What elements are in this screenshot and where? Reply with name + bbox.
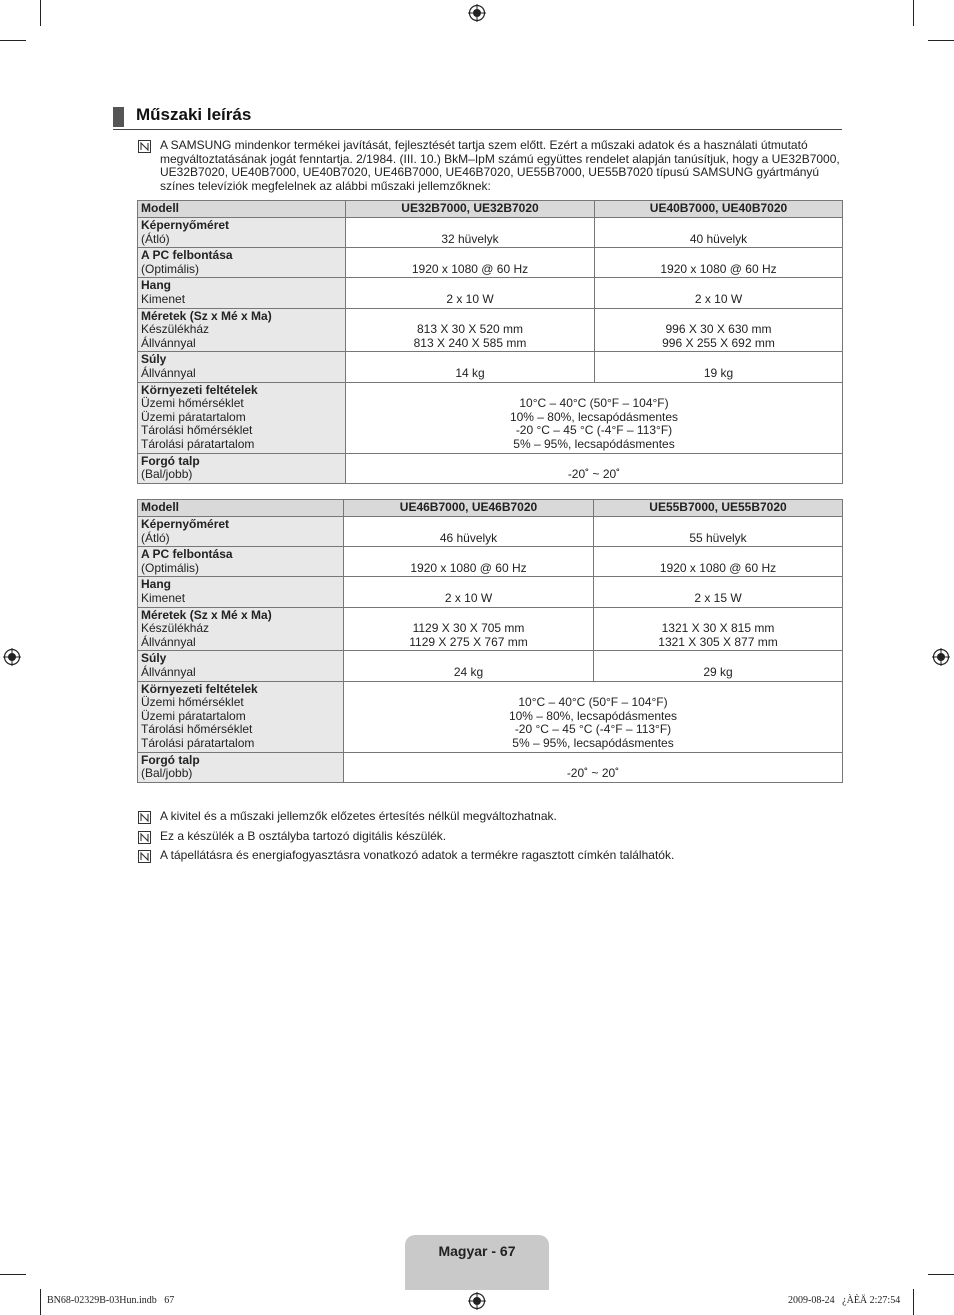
column-header: Modell <box>138 201 346 218</box>
table-row <box>138 681 843 752</box>
intro-text: A SAMSUNG mindenkor termékei javítását, fejlesztését tartja szem előtt. Ezért a műszaki adatok és a használati útmutató megváltoztatásának jogát fenntartja. 2/1984. (III. 10.) BkM–IpM számú együttes rendelet alapján tanúsítjuk, hogy a UE32B7000, UE32B7020, UE40B7000, UE40B7020, UE46B7000, UE46B7020, UE55B7000, UE55B7020 típusú SAMSUNG gyártmányú színes televíziók megfelelnek az alábbi műszaki jellemzőknek: <box>160 138 840 193</box>
table-row <box>138 607 843 651</box>
value-cell <box>344 577 594 607</box>
row-sublabel: (Átló) <box>141 231 170 246</box>
row-sublabel: Állvánnyal <box>141 634 196 649</box>
row-label-cell <box>138 607 344 651</box>
table-row <box>138 382 843 453</box>
cell-value: 1129 X 30 X 705 mm <box>412 621 525 636</box>
row-label-cell <box>138 752 344 782</box>
row-label: Méretek (Sz x Mé x Ma) <box>141 308 272 323</box>
row-label: Képernyőméret <box>141 218 230 232</box>
cell-value: 2 x 10 W <box>446 291 494 306</box>
value-cell <box>594 577 843 607</box>
row-sublabel: (Optimális) <box>141 261 200 276</box>
cell-value: 5% – 95%, lecsapódásmentes <box>513 436 675 451</box>
cell-value: 1920 x 1080 @ 60 Hz <box>660 261 777 276</box>
cell-value: 19 kg <box>703 365 734 380</box>
cell-value: 10°C – 40°C (50°F – 104°F) <box>518 695 668 710</box>
page-number: Magyar - 67 <box>438 1243 516 1259</box>
table-row <box>138 308 843 352</box>
table-row <box>138 752 843 782</box>
row-label-cell <box>138 577 344 607</box>
value-cell <box>344 651 594 681</box>
cell-value: 1920 x 1080 @ 60 Hz <box>659 560 777 575</box>
value-cell <box>346 453 843 483</box>
cell-value: 14 kg <box>455 365 485 380</box>
value-cell <box>595 248 843 278</box>
column-header: UE55B7000, UE55B7020 <box>594 500 843 517</box>
note-text: A tápellátásra és energiafogyasztásra vonatkozó adatok a termékre ragasztott címkén találhatók. <box>160 848 675 862</box>
cell-value: 2 x 10 W <box>694 291 743 306</box>
registration-mark-icon <box>3 648 21 666</box>
row-sublabel: (Bal/jobb) <box>141 467 193 482</box>
row-label-cell <box>138 248 346 278</box>
value-cell <box>344 517 594 547</box>
cell-value: 2 x 10 W <box>444 590 493 605</box>
table-row <box>138 453 843 483</box>
cell-value: 55 hüvelyk <box>689 530 747 545</box>
row-label-cell <box>138 681 344 752</box>
row-label: Forgó talp <box>141 752 200 767</box>
row-sublabel: Üzemi páratartalom <box>141 708 246 723</box>
row-label: Méretek (Sz x Mé x Ma) <box>141 607 272 622</box>
row-sublabel: (Átló) <box>141 530 170 545</box>
cell-value: 1920 x 1080 @ 60 Hz <box>411 261 529 276</box>
cell-value: 1129 X 275 X 767 mm <box>409 634 528 649</box>
table-row <box>138 651 843 681</box>
registration-mark-icon <box>932 648 950 666</box>
row-label: Forgó talp <box>141 453 200 468</box>
cell-value: 2 x 15 W <box>694 590 742 605</box>
value-cell <box>346 308 595 352</box>
value-cell <box>346 218 595 248</box>
cell-value: 10% – 80%, lecsapódásmentes <box>509 409 679 424</box>
row-sublabel: Kimenet <box>141 590 186 605</box>
cell-value: 40 hüvelyk <box>689 231 748 246</box>
note-item <box>138 849 843 865</box>
row-label: A PC felbontása <box>141 547 233 562</box>
note-icon <box>138 140 151 153</box>
value-cell <box>594 517 843 547</box>
note-item <box>138 830 843 846</box>
row-sublabel: Tárolási páratartalom <box>141 735 255 750</box>
row-sublabel: (Optimális) <box>141 560 200 575</box>
print-info-date: 2009-08-24 ¿ÀÈÄ 2:27:54 <box>788 1295 901 1306</box>
table-row <box>138 517 843 547</box>
intro-note <box>138 139 843 195</box>
row-label: Hang <box>141 278 171 293</box>
row-label-cell <box>138 278 346 308</box>
note-icon <box>138 850 151 863</box>
crop-mark <box>0 40 26 41</box>
value-cell <box>346 278 595 308</box>
row-label: Hang <box>141 577 171 592</box>
table-header-row <box>138 201 843 218</box>
row-sublabel: Állvánnyal <box>141 335 196 350</box>
spec-table-body <box>138 201 843 484</box>
row-label-cell <box>138 218 346 248</box>
section-header <box>113 105 842 130</box>
cell-value: -20 °C – 45 °C (-4°F – 113°F) <box>515 423 673 438</box>
cell-value: -20 °C – 45 °C (-4°F – 113°F) <box>514 722 672 737</box>
row-sublabel: Tárolási páratartalom <box>141 436 255 451</box>
title-bar <box>113 107 124 127</box>
value-cell <box>344 547 594 577</box>
spec-table-2 <box>137 499 843 783</box>
value-cell <box>346 352 595 382</box>
table-row <box>138 278 843 308</box>
table-row <box>138 218 843 248</box>
value-cell <box>344 681 843 752</box>
row-label-cell <box>138 352 346 382</box>
spec-table-body <box>138 500 843 783</box>
row-sublabel: Kimenet <box>141 291 186 306</box>
value-cell <box>344 607 594 651</box>
cell-value: 813 X 30 X 520 mm <box>416 322 524 337</box>
value-cell <box>595 352 843 382</box>
crop-mark <box>913 0 914 26</box>
note-text: Ez a készülék a B osztályba tartozó digitális készülék. <box>160 829 447 843</box>
row-label: A PC felbontása <box>141 248 233 263</box>
table-row <box>138 577 843 607</box>
crop-mark <box>40 1289 41 1315</box>
cell-value: 10°C – 40°C (50°F – 104°F) <box>519 396 669 411</box>
cell-value: 813 X 240 X 585 mm <box>413 335 527 350</box>
row-label: Képernyőméret <box>141 517 230 531</box>
column-header: UE32B7000, UE32B7020 <box>346 201 595 218</box>
note-icon <box>138 831 151 844</box>
row-label-cell <box>138 382 346 453</box>
cell-value: 24 kg <box>453 664 484 679</box>
value-cell <box>594 607 843 651</box>
cell-value: 1321 X 305 X 877 mm <box>658 634 778 649</box>
row-sublabel: Tárolási hőmérséklet <box>141 722 253 737</box>
column-header: UE46B7000, UE46B7020 <box>344 500 594 517</box>
row-sublabel: Állvánnyal <box>141 365 196 380</box>
page-title: Műszaki leírás <box>136 105 252 124</box>
value-cell <box>595 218 843 248</box>
spec-table-1 <box>137 200 843 484</box>
cell-value: 32 hüvelyk <box>441 231 499 246</box>
row-label-cell <box>138 547 344 577</box>
cell-value: 10% – 80%, lecsapódásmentes <box>508 708 678 723</box>
value-cell <box>594 547 843 577</box>
row-sublabel: Készülékház <box>141 621 210 636</box>
crop-mark <box>928 1274 954 1275</box>
row-label-cell <box>138 517 344 547</box>
table-row <box>138 248 843 278</box>
value-cell <box>344 752 843 782</box>
row-label-cell <box>138 453 346 483</box>
row-sublabel: Üzemi páratartalom <box>141 409 246 424</box>
row-label-cell <box>138 308 346 352</box>
cell-value: 46 hüvelyk <box>439 530 498 545</box>
registration-mark-icon <box>468 1292 486 1310</box>
value-cell <box>595 308 843 352</box>
table-header-row <box>138 500 843 517</box>
crop-mark <box>0 1274 26 1275</box>
row-sublabel: Készülékház <box>141 322 210 337</box>
row-label: Környezeti feltételek <box>141 382 258 397</box>
row-sublabel: Üzemi hőmérséklet <box>141 695 244 710</box>
crop-mark <box>913 1289 914 1315</box>
note-item <box>138 810 843 826</box>
registration-mark-icon <box>468 4 486 22</box>
cell-value: 5% – 95%, lecsapódásmentes <box>512 735 674 750</box>
row-label-cell <box>138 651 344 681</box>
cell-value: 996 X 255 X 692 mm <box>662 335 775 350</box>
row-label: Súly <box>141 352 167 367</box>
note-icon <box>138 811 151 824</box>
cell-value: 1321 X 30 X 815 mm <box>661 621 775 636</box>
column-header: UE40B7000, UE40B7020 <box>595 201 843 218</box>
row-sublabel: (Bal/jobb) <box>141 766 193 781</box>
value-cell <box>346 248 595 278</box>
column-header: Modell <box>138 500 344 517</box>
table-row <box>138 547 843 577</box>
value-cell <box>346 382 843 453</box>
table-row <box>138 352 843 382</box>
crop-mark <box>928 40 954 41</box>
page-footer <box>405 1235 549 1290</box>
row-sublabel: Állvánnyal <box>141 664 196 679</box>
row-sublabel: Üzemi hőmérséklet <box>141 396 244 411</box>
value-cell <box>594 651 843 681</box>
row-sublabel: Tárolási hőmérséklet <box>141 423 253 438</box>
cell-value: 996 X 30 X 630 mm <box>665 322 772 337</box>
row-label: Környezeti feltételek <box>141 681 258 696</box>
value-cell <box>595 278 843 308</box>
cell-value: -20˚ ~ 20˚ <box>567 467 621 482</box>
cell-value: -20˚ ~ 20˚ <box>566 766 620 781</box>
note-text: A kivitel és a műszaki jellemzők előzetes értesítés nélkül megváltozhatnak. <box>160 809 557 823</box>
crop-mark <box>40 0 41 26</box>
print-info-file: BN68-02329B-03Hun.indb 67 <box>47 1295 175 1306</box>
row-label: Súly <box>141 651 167 666</box>
cell-value: 29 kg <box>703 664 733 679</box>
cell-value: 1920 x 1080 @ 60 Hz <box>410 560 527 575</box>
